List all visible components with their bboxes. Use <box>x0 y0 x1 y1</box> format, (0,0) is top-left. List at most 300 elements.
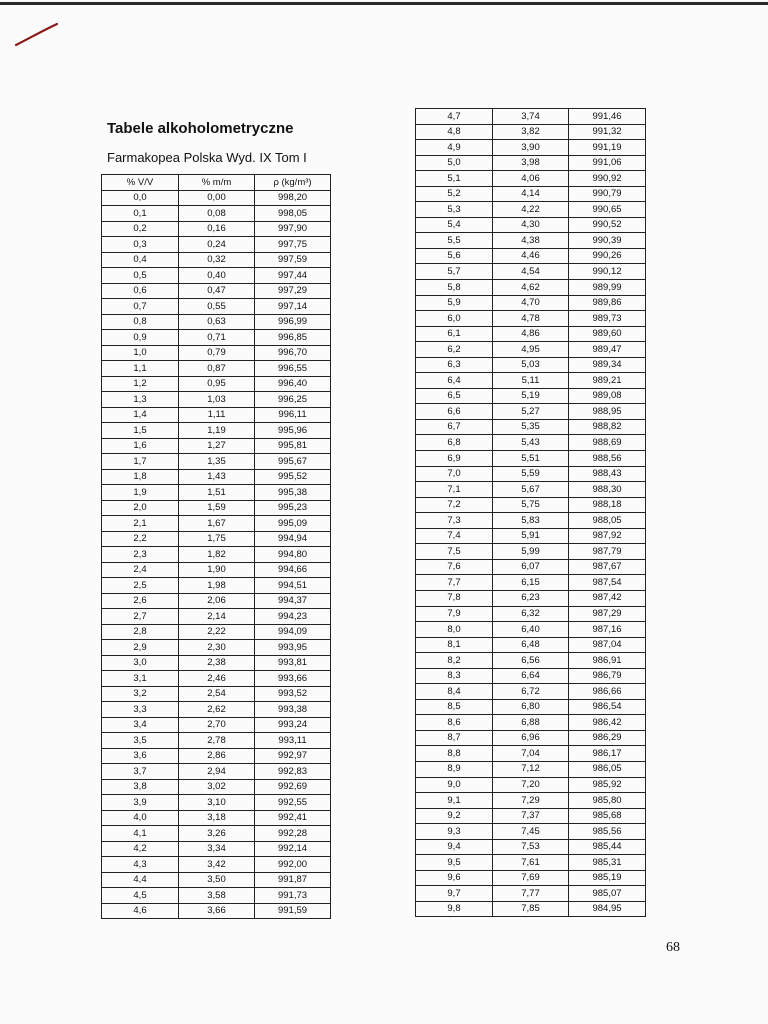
cell-density: 991,46 <box>569 109 646 125</box>
table-row <box>102 407 331 423</box>
table-row <box>102 686 331 702</box>
table-row <box>102 795 331 811</box>
cell-percent-mm: 3,18 <box>179 810 255 826</box>
cell-percent-vv: 8,5 <box>416 699 493 715</box>
cell-percent-mm: 5,35 <box>493 419 569 435</box>
cell-percent-vv: 5,8 <box>416 280 493 296</box>
cell-density: 988,30 <box>569 482 646 498</box>
cell-density: 993,81 <box>255 655 331 671</box>
cell-percent-mm: 3,26 <box>179 826 255 842</box>
cell-percent-mm: 4,22 <box>493 202 569 218</box>
cell-percent-mm: 4,30 <box>493 217 569 233</box>
table-row <box>416 528 646 544</box>
cell-density: 996,99 <box>255 314 331 330</box>
cell-density: 986,79 <box>569 668 646 684</box>
cell-percent-mm: 0,08 <box>179 206 255 222</box>
cell-percent-mm: 5,27 <box>493 404 569 420</box>
table-row <box>416 901 646 917</box>
table-row <box>416 482 646 498</box>
cell-density: 987,79 <box>569 544 646 560</box>
cell-percent-mm: 5,91 <box>493 528 569 544</box>
cell-percent-vv: 3,5 <box>102 733 179 749</box>
table-row <box>416 715 646 731</box>
cell-percent-vv: 7,5 <box>416 544 493 560</box>
cell-percent-mm: 0,87 <box>179 361 255 377</box>
cell-percent-mm: 1,03 <box>179 392 255 408</box>
cell-percent-vv: 1,5 <box>102 423 179 439</box>
cell-percent-mm: 7,69 <box>493 870 569 886</box>
table-row <box>416 544 646 560</box>
cell-percent-mm: 2,62 <box>179 702 255 718</box>
cell-percent-mm: 3,98 <box>493 155 569 171</box>
cell-percent-mm: 5,19 <box>493 388 569 404</box>
table-row <box>102 531 331 547</box>
table-row <box>102 702 331 718</box>
cell-percent-vv: 4,9 <box>416 140 493 156</box>
cell-percent-vv: 6,3 <box>416 357 493 373</box>
alcohol-table-right <box>415 108 646 917</box>
table-row <box>416 202 646 218</box>
cell-percent-vv: 9,6 <box>416 870 493 886</box>
cell-percent-mm: 2,30 <box>179 640 255 656</box>
cell-density: 994,66 <box>255 562 331 578</box>
cell-density: 997,29 <box>255 283 331 299</box>
cell-percent-vv: 0,5 <box>102 268 179 284</box>
table-row <box>416 513 646 529</box>
table-row <box>102 283 331 299</box>
cell-density: 988,18 <box>569 497 646 513</box>
cell-percent-vv: 6,6 <box>416 404 493 420</box>
cell-percent-mm: 7,53 <box>493 839 569 855</box>
cell-percent-mm: 6,48 <box>493 637 569 653</box>
table-row <box>102 345 331 361</box>
cell-percent-vv: 8,8 <box>416 746 493 762</box>
table-row <box>416 342 646 358</box>
cell-density: 990,12 <box>569 264 646 280</box>
cell-percent-vv: 0,9 <box>102 330 179 346</box>
cell-percent-mm: 2,54 <box>179 686 255 702</box>
cell-density: 992,55 <box>255 795 331 811</box>
cell-percent-vv: 0,7 <box>102 299 179 315</box>
cell-percent-mm: 6,64 <box>493 668 569 684</box>
cell-percent-vv: 1,7 <box>102 454 179 470</box>
cell-percent-mm: 4,14 <box>493 186 569 202</box>
cell-percent-vv: 8,1 <box>416 637 493 653</box>
cell-density: 987,04 <box>569 637 646 653</box>
cell-percent-mm: 7,61 <box>493 855 569 871</box>
cell-percent-mm: 2,22 <box>179 624 255 640</box>
table-row <box>102 841 331 857</box>
table-row <box>102 593 331 609</box>
cell-density: 996,70 <box>255 345 331 361</box>
cell-density: 989,47 <box>569 342 646 358</box>
table-row <box>416 280 646 296</box>
table-row <box>102 872 331 888</box>
cell-percent-mm: 7,12 <box>493 761 569 777</box>
cell-percent-vv: 6,5 <box>416 388 493 404</box>
cell-density: 989,08 <box>569 388 646 404</box>
cell-percent-vv: 6,8 <box>416 435 493 451</box>
cell-percent-mm: 0,16 <box>179 221 255 237</box>
table-row <box>102 826 331 842</box>
cell-percent-vv: 0,3 <box>102 237 179 253</box>
cell-percent-vv: 4,8 <box>416 124 493 140</box>
cell-percent-mm: 2,38 <box>179 655 255 671</box>
cell-density: 994,09 <box>255 624 331 640</box>
cell-percent-mm: 3,58 <box>179 888 255 904</box>
cell-percent-mm: 5,83 <box>493 513 569 529</box>
cell-density: 990,79 <box>569 186 646 202</box>
cell-percent-mm: 6,07 <box>493 559 569 575</box>
cell-density: 989,21 <box>569 373 646 389</box>
table-row <box>102 810 331 826</box>
cell-density: 988,82 <box>569 419 646 435</box>
cell-percent-mm: 6,56 <box>493 653 569 669</box>
cell-density: 987,92 <box>569 528 646 544</box>
table-row <box>416 606 646 622</box>
pen-mark-icon <box>14 22 60 48</box>
table-row <box>416 248 646 264</box>
cell-percent-vv: 2,2 <box>102 531 179 547</box>
table-row <box>416 264 646 280</box>
cell-density: 990,65 <box>569 202 646 218</box>
table-row <box>416 870 646 886</box>
cell-percent-vv: 2,0 <box>102 500 179 516</box>
cell-percent-vv: 8,4 <box>416 684 493 700</box>
cell-percent-mm: 3,10 <box>179 795 255 811</box>
cell-percent-vv: 7,4 <box>416 528 493 544</box>
cell-percent-mm: 0,00 <box>179 190 255 206</box>
cell-percent-mm: 7,85 <box>493 901 569 917</box>
cell-percent-mm: 5,51 <box>493 451 569 467</box>
cell-density: 993,24 <box>255 717 331 733</box>
cell-density: 989,34 <box>569 357 646 373</box>
cell-percent-mm: 1,75 <box>179 531 255 547</box>
cell-percent-vv: 3,0 <box>102 655 179 671</box>
cell-percent-mm: 0,71 <box>179 330 255 346</box>
cell-percent-mm: 1,90 <box>179 562 255 578</box>
cell-density: 985,56 <box>569 824 646 840</box>
cell-percent-vv: 7,9 <box>416 606 493 622</box>
cell-percent-mm: 2,86 <box>179 748 255 764</box>
cell-percent-mm: 4,70 <box>493 295 569 311</box>
cell-density: 989,99 <box>569 280 646 296</box>
table-row <box>102 485 331 501</box>
cell-percent-vv: 8,3 <box>416 668 493 684</box>
cell-density: 993,95 <box>255 640 331 656</box>
cell-percent-mm: 7,04 <box>493 746 569 762</box>
table-row <box>416 622 646 638</box>
cell-density: 987,54 <box>569 575 646 591</box>
cell-density: 985,92 <box>569 777 646 793</box>
cell-percent-mm: 5,03 <box>493 357 569 373</box>
table-row <box>416 668 646 684</box>
cell-percent-vv: 9,1 <box>416 793 493 809</box>
cell-density: 985,80 <box>569 793 646 809</box>
table-row <box>416 155 646 171</box>
table-row <box>102 221 331 237</box>
table-row <box>102 237 331 253</box>
table-row <box>416 793 646 809</box>
table-row <box>416 497 646 513</box>
cell-density: 986,66 <box>569 684 646 700</box>
cell-density: 989,60 <box>569 326 646 342</box>
cell-percent-vv: 4,1 <box>102 826 179 842</box>
cell-percent-mm: 2,70 <box>179 717 255 733</box>
table-row <box>416 109 646 125</box>
cell-percent-mm: 4,54 <box>493 264 569 280</box>
cell-percent-mm: 3,34 <box>179 841 255 857</box>
cell-percent-mm: 2,06 <box>179 593 255 609</box>
cell-density: 997,75 <box>255 237 331 253</box>
cell-percent-vv: 5,7 <box>416 264 493 280</box>
cell-density: 991,59 <box>255 903 331 919</box>
cell-percent-mm: 1,98 <box>179 578 255 594</box>
cell-percent-vv: 4,0 <box>102 810 179 826</box>
cell-percent-vv: 4,4 <box>102 872 179 888</box>
cell-percent-mm: 4,78 <box>493 311 569 327</box>
cell-density: 992,97 <box>255 748 331 764</box>
table-row <box>102 423 331 439</box>
table-row <box>102 779 331 795</box>
cell-density: 989,73 <box>569 311 646 327</box>
table-row <box>102 733 331 749</box>
table-row <box>416 746 646 762</box>
cell-percent-mm: 1,82 <box>179 547 255 563</box>
cell-percent-vv: 0,2 <box>102 221 179 237</box>
cell-density: 985,68 <box>569 808 646 824</box>
table-row <box>416 419 646 435</box>
cell-density: 997,44 <box>255 268 331 284</box>
cell-percent-vv: 7,0 <box>416 466 493 482</box>
table-row <box>416 233 646 249</box>
cell-density: 986,17 <box>569 746 646 762</box>
cell-percent-mm: 4,95 <box>493 342 569 358</box>
table-row <box>102 268 331 284</box>
cell-percent-vv: 8,9 <box>416 761 493 777</box>
cell-percent-vv: 1,6 <box>102 438 179 454</box>
cell-density: 985,31 <box>569 855 646 871</box>
cell-percent-mm: 1,51 <box>179 485 255 501</box>
cell-density: 990,26 <box>569 248 646 264</box>
header-percent-mm: % m/m <box>179 175 255 191</box>
cell-density: 985,44 <box>569 839 646 855</box>
cell-percent-vv: 7,2 <box>416 497 493 513</box>
table-row <box>416 388 646 404</box>
cell-percent-vv: 9,2 <box>416 808 493 824</box>
table-row <box>102 392 331 408</box>
cell-percent-vv: 8,0 <box>416 622 493 638</box>
table-row <box>102 299 331 315</box>
table-row <box>416 761 646 777</box>
table-row <box>102 469 331 485</box>
cell-percent-vv: 5,3 <box>416 202 493 218</box>
cell-density: 991,73 <box>255 888 331 904</box>
cell-density: 996,85 <box>255 330 331 346</box>
cell-density: 994,80 <box>255 547 331 563</box>
table-row <box>102 547 331 563</box>
cell-percent-vv: 0,8 <box>102 314 179 330</box>
table-row <box>102 454 331 470</box>
cell-percent-vv: 9,4 <box>416 839 493 855</box>
cell-density: 992,00 <box>255 857 331 873</box>
cell-percent-mm: 5,11 <box>493 373 569 389</box>
cell-percent-mm: 3,90 <box>493 140 569 156</box>
cell-density: 991,06 <box>569 155 646 171</box>
table-row <box>102 562 331 578</box>
table-row <box>102 361 331 377</box>
table-row <box>416 699 646 715</box>
cell-density: 988,43 <box>569 466 646 482</box>
page-title: Tabele alkoholometryczne <box>107 120 294 137</box>
table-row <box>102 671 331 687</box>
cell-percent-vv: 5,4 <box>416 217 493 233</box>
cell-percent-vv: 5,9 <box>416 295 493 311</box>
cell-density: 992,28 <box>255 826 331 842</box>
cell-percent-mm: 0,79 <box>179 345 255 361</box>
cell-percent-mm: 1,19 <box>179 423 255 439</box>
scan-top-rule <box>0 2 768 5</box>
cell-percent-mm: 1,11 <box>179 407 255 423</box>
cell-density: 996,25 <box>255 392 331 408</box>
table-row <box>416 373 646 389</box>
table-row <box>416 326 646 342</box>
cell-percent-mm: 5,67 <box>493 482 569 498</box>
cell-density: 991,19 <box>569 140 646 156</box>
table-row <box>102 609 331 625</box>
cell-density: 986,42 <box>569 715 646 731</box>
table-row <box>416 824 646 840</box>
cell-percent-vv: 6,2 <box>416 342 493 358</box>
alcohol-table-left <box>101 174 331 919</box>
cell-percent-vv: 9,3 <box>416 824 493 840</box>
table-row <box>416 590 646 606</box>
cell-density: 984,95 <box>569 901 646 917</box>
cell-percent-mm: 3,66 <box>179 903 255 919</box>
cell-percent-mm: 5,99 <box>493 544 569 560</box>
cell-density: 988,95 <box>569 404 646 420</box>
table-row <box>416 855 646 871</box>
table-row <box>416 886 646 902</box>
cell-percent-mm: 2,94 <box>179 764 255 780</box>
cell-percent-vv: 6,0 <box>416 311 493 327</box>
cell-percent-vv: 1,9 <box>102 485 179 501</box>
cell-percent-mm: 0,32 <box>179 252 255 268</box>
cell-percent-vv: 7,6 <box>416 559 493 575</box>
table-row <box>102 857 331 873</box>
table-row <box>416 777 646 793</box>
cell-percent-mm: 4,06 <box>493 171 569 187</box>
cell-density: 985,07 <box>569 886 646 902</box>
cell-percent-mm: 1,43 <box>179 469 255 485</box>
cell-percent-vv: 2,7 <box>102 609 179 625</box>
cell-percent-vv: 9,0 <box>416 777 493 793</box>
table-row <box>102 206 331 222</box>
cell-density: 994,51 <box>255 578 331 594</box>
cell-percent-mm: 1,35 <box>179 454 255 470</box>
cell-density: 998,05 <box>255 206 331 222</box>
cell-density: 995,09 <box>255 516 331 532</box>
cell-density: 986,29 <box>569 730 646 746</box>
cell-percent-mm: 1,59 <box>179 500 255 516</box>
table-row <box>102 330 331 346</box>
table-row <box>416 730 646 746</box>
cell-percent-mm: 4,38 <box>493 233 569 249</box>
table-row <box>416 295 646 311</box>
cell-density: 996,40 <box>255 376 331 392</box>
table-row <box>416 311 646 327</box>
cell-density: 995,96 <box>255 423 331 439</box>
table-row <box>416 140 646 156</box>
table-row <box>416 637 646 653</box>
cell-density: 992,14 <box>255 841 331 857</box>
cell-percent-mm: 4,86 <box>493 326 569 342</box>
cell-percent-mm: 3,82 <box>493 124 569 140</box>
cell-percent-mm: 5,75 <box>493 497 569 513</box>
cell-density: 992,41 <box>255 810 331 826</box>
cell-percent-vv: 3,2 <box>102 686 179 702</box>
cell-percent-mm: 3,50 <box>179 872 255 888</box>
cell-density: 996,55 <box>255 361 331 377</box>
cell-percent-vv: 7,1 <box>416 482 493 498</box>
table-row <box>416 357 646 373</box>
table-row <box>102 624 331 640</box>
cell-percent-mm: 6,96 <box>493 730 569 746</box>
cell-density: 995,38 <box>255 485 331 501</box>
cell-density: 991,87 <box>255 872 331 888</box>
cell-percent-vv: 3,9 <box>102 795 179 811</box>
cell-percent-vv: 2,3 <box>102 547 179 563</box>
cell-density: 995,23 <box>255 500 331 516</box>
cell-percent-mm: 2,46 <box>179 671 255 687</box>
cell-percent-vv: 4,5 <box>102 888 179 904</box>
table-row <box>416 808 646 824</box>
cell-percent-mm: 3,02 <box>179 779 255 795</box>
cell-density: 986,91 <box>569 653 646 669</box>
header-percent-vv: % V/V <box>102 175 179 191</box>
cell-density: 997,14 <box>255 299 331 315</box>
cell-density: 993,11 <box>255 733 331 749</box>
cell-percent-mm: 0,47 <box>179 283 255 299</box>
cell-percent-mm: 4,46 <box>493 248 569 264</box>
cell-percent-vv: 0,1 <box>102 206 179 222</box>
table-row <box>102 252 331 268</box>
table-row <box>102 516 331 532</box>
cell-percent-mm: 7,77 <box>493 886 569 902</box>
cell-percent-mm: 6,80 <box>493 699 569 715</box>
cell-percent-vv: 2,5 <box>102 578 179 594</box>
cell-percent-vv: 1,4 <box>102 407 179 423</box>
cell-density: 990,39 <box>569 233 646 249</box>
table-row <box>102 640 331 656</box>
table-row <box>102 717 331 733</box>
cell-percent-vv: 5,6 <box>416 248 493 264</box>
cell-density: 988,69 <box>569 435 646 451</box>
page-subtitle: Farmakopea Polska Wyd. IX Tom I <box>107 150 307 165</box>
cell-density: 997,90 <box>255 221 331 237</box>
cell-percent-mm: 1,67 <box>179 516 255 532</box>
table-row <box>416 124 646 140</box>
cell-percent-vv: 3,6 <box>102 748 179 764</box>
cell-density: 990,52 <box>569 217 646 233</box>
cell-percent-vv: 7,7 <box>416 575 493 591</box>
cell-percent-mm: 4,62 <box>493 280 569 296</box>
table-row <box>102 376 331 392</box>
cell-percent-vv: 3,7 <box>102 764 179 780</box>
cell-density: 993,52 <box>255 686 331 702</box>
cell-density: 991,32 <box>569 124 646 140</box>
cell-density: 994,94 <box>255 531 331 547</box>
